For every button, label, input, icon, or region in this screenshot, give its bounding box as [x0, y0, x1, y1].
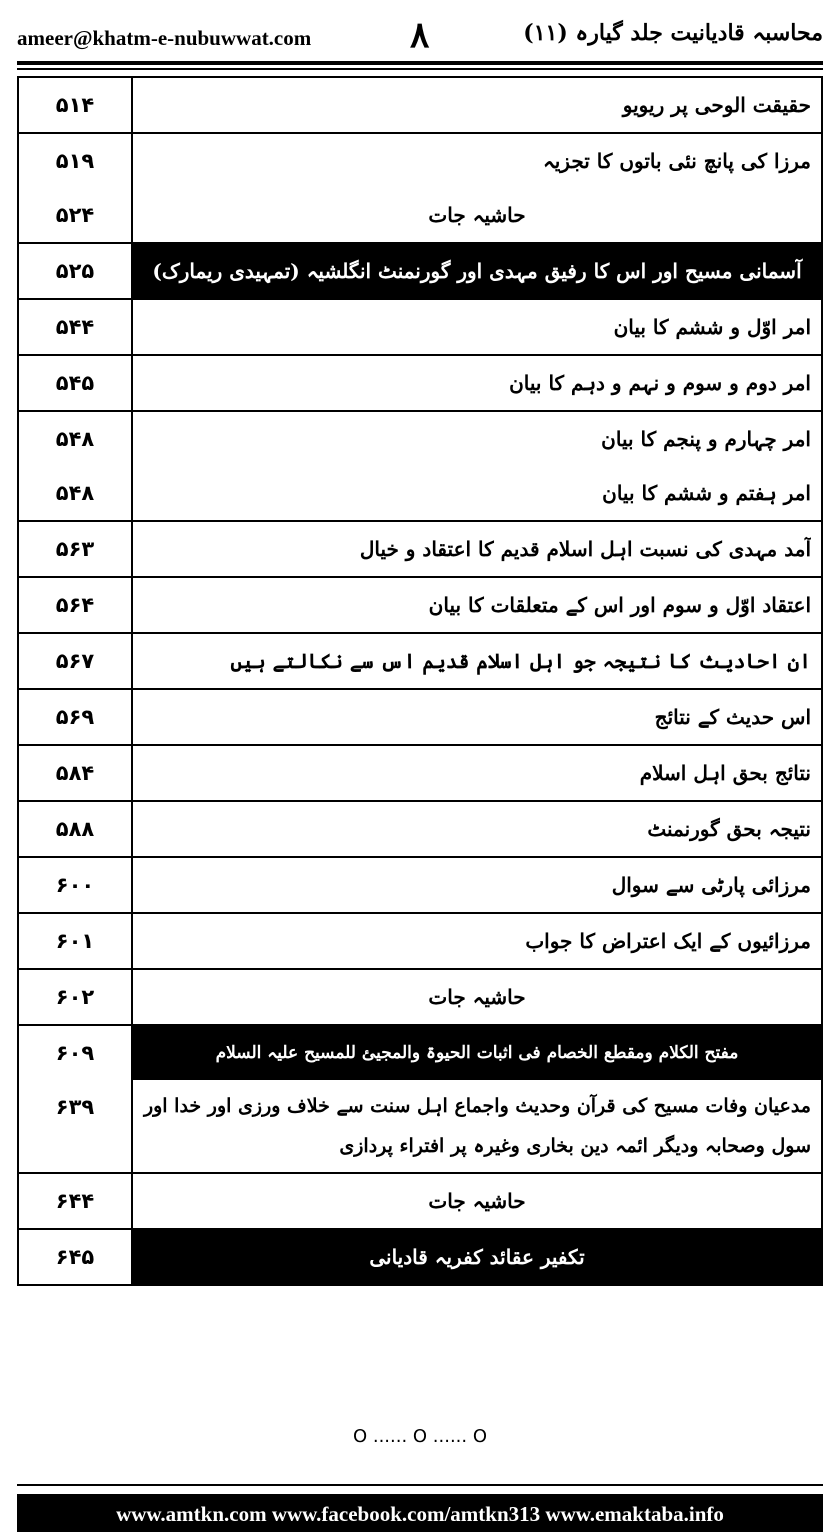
- toc-section-heading: مفتح الکلام ومقطع الخصام فی اثبات الحیوۃ والمجیئ للمسیح علیہ السلام: [133, 1026, 821, 1080]
- toc-page: ۵۴۸: [55, 481, 95, 505]
- toc-page: ۵۴۴: [55, 315, 95, 339]
- toc-title: اعتقاد اوّل و سوم اور اس کے متعلقات کا بیان: [428, 593, 811, 617]
- toc-page: ۶۳۹: [55, 1095, 95, 1119]
- toc-page: ۵۶۴: [55, 593, 95, 617]
- toc-title: حاشیہ جات: [428, 985, 526, 1009]
- toc-page: ۵۶۳: [55, 537, 95, 561]
- toc-title: حقیقت الوحی پر ریویو: [622, 93, 811, 117]
- toc-page: ۶۰۱: [55, 929, 95, 953]
- toc-page: ۵۶۹: [55, 705, 95, 729]
- toc-row: [19, 134, 821, 244]
- toc-row: [19, 300, 821, 356]
- toc-section-heading: تکفیر عقائد کفریہ قادیانی: [133, 1230, 821, 1284]
- toc-table: [17, 76, 823, 1286]
- toc-page: ۶۰۲: [55, 985, 95, 1009]
- toc-title: مرزائی پارٹی سے سوال: [611, 873, 811, 897]
- toc-title: امر دوم و سوم و نہم و دہم کا بیان: [509, 371, 811, 395]
- toc-title: امر اوّل و ششم کا بیان: [613, 315, 811, 339]
- toc-page: ۵۸۸: [55, 817, 95, 841]
- footer-links[interactable]: www.amtkn.com www.facebook.com/amtkn313 www.emaktaba.info: [116, 1502, 724, 1526]
- toc-page: ۵۲۴: [55, 203, 95, 227]
- toc-row: [19, 690, 821, 746]
- toc-page: ۶۴۴: [55, 1189, 95, 1213]
- toc-section-heading: آسمانی مسیح اور اس کا رفیق مہدی اور گورنمنٹ انگلشیہ (تمہیدی ریمارک): [133, 244, 821, 298]
- toc-row: [19, 858, 821, 914]
- footer-rule: [17, 1484, 823, 1486]
- toc-page: ۵۴۵: [55, 371, 95, 395]
- toc-title: حاشیہ جات: [428, 203, 526, 227]
- footer-bar: [17, 1494, 823, 1532]
- toc-title: امر چہارم و پنجم کا بیان: [601, 427, 811, 451]
- toc-page: ۶۰۰: [55, 873, 95, 897]
- toc-row: [19, 522, 821, 578]
- toc-title: مرزا کی پانچ نئی باتوں کا تجزیہ: [543, 149, 811, 173]
- toc-page: ۵۱۹: [55, 149, 95, 173]
- page-header: [17, 14, 823, 58]
- toc-title: اس حدیث کے نتائج: [654, 705, 811, 729]
- toc-row: [19, 412, 821, 522]
- toc-page: ۵۴۸: [55, 427, 95, 451]
- toc-row: [19, 634, 821, 690]
- header-page-number: ۸: [410, 14, 430, 56]
- toc-row: [19, 244, 821, 300]
- toc-title: نتیجہ بحق گورنمنٹ: [647, 817, 811, 841]
- toc-title: آمد مہدی کی نسبت اہل اسلام قدیم کا اعتقاد و خیال: [359, 537, 811, 561]
- toc-row: [19, 1230, 821, 1284]
- end-mark: O ...... O ...... O: [352, 1426, 488, 1447]
- toc-page: ۶۴۵: [55, 1245, 95, 1269]
- toc-title: مدعیان وفات مسیح کی قرآن وحدیث واجماع اہل سنت سے خلاف ورزی اور خدا اور سول وصحابہ ودیگر ائمہ دین بخاری وغیرہ پر افتراء پردازی: [143, 1095, 811, 1157]
- toc-page: ۵۸۴: [55, 761, 95, 785]
- toc-row: [19, 746, 821, 802]
- toc-page: ۶۰۹: [55, 1041, 95, 1065]
- toc-title: مرزائیوں کے ایک اعتراض کا جواب: [525, 929, 811, 953]
- toc-page: ۵۲۵: [55, 259, 95, 283]
- toc-row: [19, 914, 821, 970]
- header-email: ameer@khatm-e-nubuwwat.com: [17, 26, 312, 50]
- toc-row: [19, 578, 821, 634]
- toc-title: ان احادیث کا نتیجہ جو اہل اسلام قدیم اس سے نکالتے ہیں: [230, 649, 811, 673]
- toc-row: [19, 356, 821, 412]
- toc-row: [19, 78, 821, 134]
- toc-row: [19, 802, 821, 858]
- toc-page: ۵۱۴: [55, 93, 95, 117]
- toc-row: [19, 1174, 821, 1230]
- header-rule-thick: [17, 61, 823, 65]
- header-rule-thin: [17, 68, 823, 70]
- toc-page: ۵۶۷: [55, 649, 95, 673]
- toc-row: [19, 1026, 821, 1174]
- toc-title: حاشیہ جات: [428, 1189, 526, 1213]
- toc-row: [19, 970, 821, 1026]
- toc-title: امر ہفتم و ششم کا بیان: [602, 481, 811, 505]
- header-book-title: محاسبہ قادیانیت جلد گیارہ (۱۱): [523, 20, 823, 46]
- toc-title: نتائج بحق اہل اسلام: [639, 761, 811, 785]
